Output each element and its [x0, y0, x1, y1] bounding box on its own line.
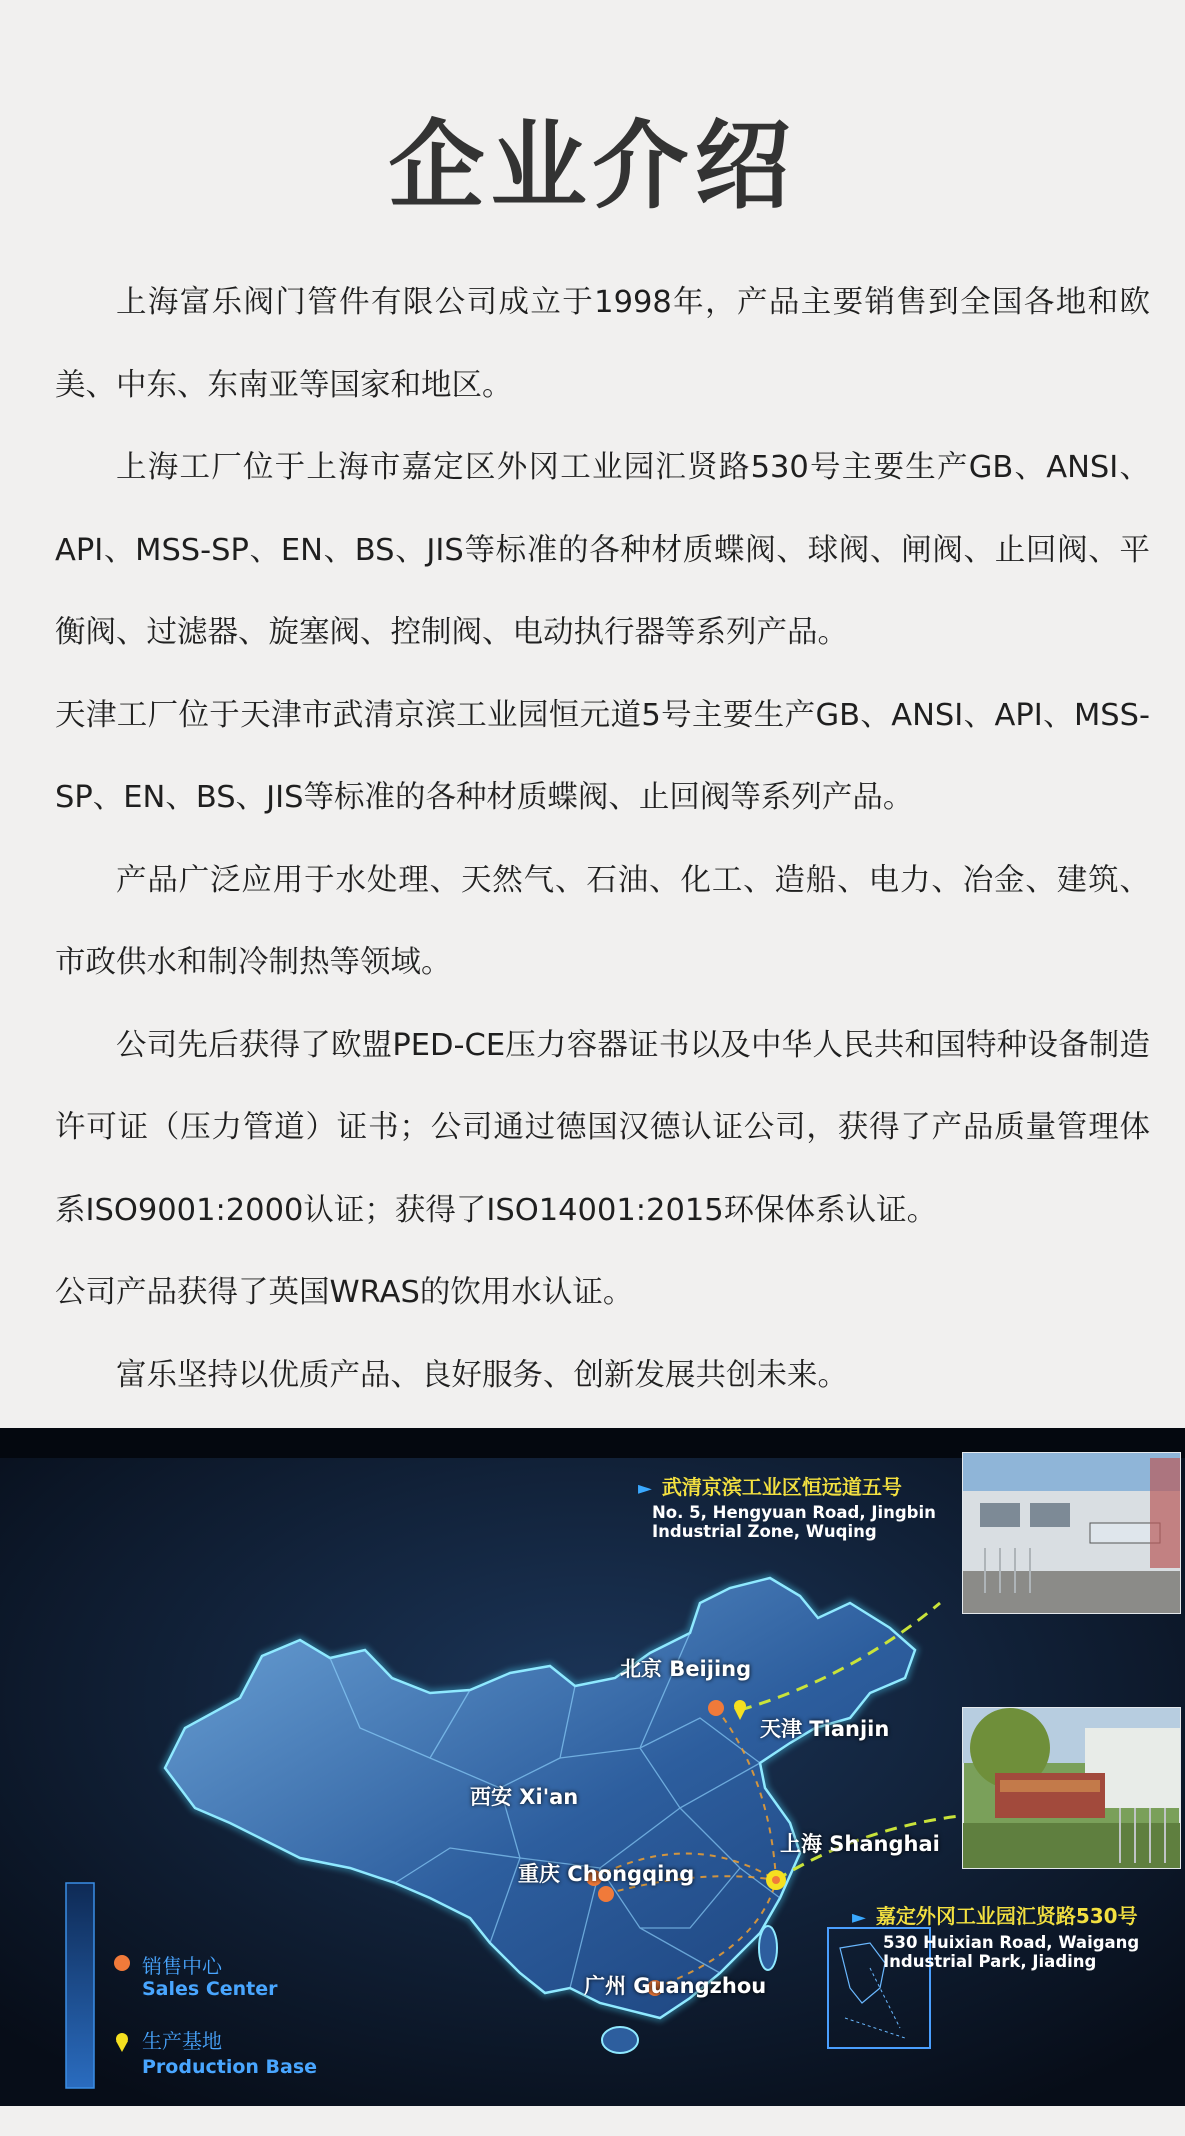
legend-sales-dot [114, 1955, 130, 1971]
china-location-map [0, 1428, 1185, 2106]
arrow-right-icon: ► [638, 1478, 652, 1499]
intro-paragraph-motto: 富乐坚持以优质产品、良好服务、创新发展共创未来。 [116, 1357, 848, 1393]
intro-paragraph-applications: 产品广泛应用于水处理、天然气、石油、化工、造船、电力、冶金、建筑、市政供水和制冷制热等领域。 [55, 862, 1150, 980]
hainan-island [602, 2027, 638, 2053]
legend-production-en: Production Base [142, 2056, 318, 2078]
intro-paragraph-wras: 公司产品获得了英国WRAS的饮用水认证。 [55, 1275, 634, 1310]
tianjin-factory-photo [963, 1453, 1180, 1613]
intro-paragraph-history: 上海富乐阀门管件有限公司成立于1998年，产品主要销售到全国各地和欧美、中东、东南亚等国家和地区。 [55, 285, 1150, 403]
tianjin-address-en: No. 5, Hengyuan Road, Jingbin Industrial Zone, Wuqing [652, 1503, 936, 1541]
taiwan-island [759, 1926, 777, 1970]
city-label-guangzhou: 广州 Guangzhou [584, 1974, 767, 1998]
city-label-beijing: 北京 Beijing [620, 1657, 752, 1681]
city-label-tianjin: 天津 Tianjin [760, 1717, 890, 1741]
arrow-right-icon: ► [852, 1907, 866, 1928]
company-introduction [55, 262, 1150, 1417]
legend-bar [66, 1883, 94, 2088]
legend-sales-cn: 销售中心 [142, 1954, 222, 1978]
legend-sales-en: Sales Center [142, 1978, 278, 2000]
shanghai-address-en: 530 Huixian Road, Waigang Industrial Park, Jiading [883, 1933, 1140, 1971]
city-label-xian: 西安 Xi'an [470, 1785, 579, 1809]
intro-paragraph-certifications: 公司先后获得了欧盟PED-CE压力容器证书以及中华人民共和国特种设备制造许可证（压力管道）证书；公司通过德国汉德认证公司，获得了产品质量管理体系ISO9001:2000认证；获得了ISO14001:2015环保体系认证。 [55, 1027, 1150, 1228]
city-label-chongqing: 重庆 Chongqing [518, 1862, 695, 1886]
map-graphic [0, 1428, 1185, 2106]
shanghai-address-cn-text: 嘉定外冈工业园汇贤路530号 [875, 1904, 1138, 1928]
shanghai-address-cn [852, 1900, 1138, 1929]
page-title: 企业介绍 [388, 110, 797, 222]
intro-paragraph-shanghai-factory: 上海工厂位于上海市嘉定区外冈工业园汇贤路530号主要生产GB、ANSI、API、MSS-SP、EN、BS、JIS等标准的各种材质蝶阀、球阀、闸阀、止回阀、平衡阀、过滤器、旋塞阀、控制阀、电动执行器等系列产品。 [55, 450, 1150, 650]
tianjin-address-cn [638, 1471, 902, 1500]
legend-production-cn: 生产基地 [142, 2029, 222, 2053]
city-label-shanghai: 上海 Shanghai [780, 1832, 940, 1856]
tianjin-address-cn-text: 武清京滨工业区恒远道五号 [661, 1475, 902, 1499]
intro-paragraph-tianjin-factory: 天津工厂位于天津市武清京滨工业园恒元道5号主要生产GB、ANSI、API、MSS-SP、EN、BS、JIS等标准的各种材质蝶阀、止回阀等系列产品。 [55, 697, 1150, 815]
shanghai-factory-photo [963, 1708, 1180, 1868]
